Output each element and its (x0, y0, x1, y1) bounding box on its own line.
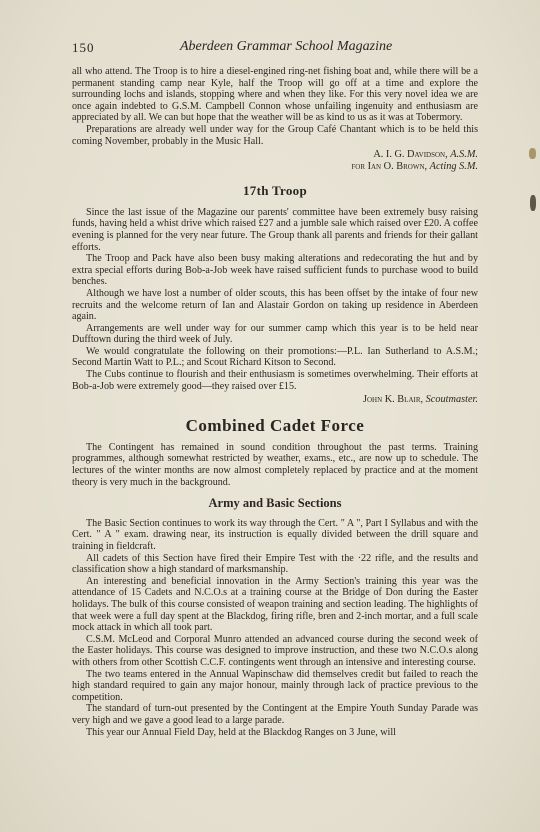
signature-name: John K. Blair, (362, 394, 424, 406)
section-heading-army: Army and Basic Sections (208, 496, 342, 511)
text-column (72, 66, 478, 738)
signature-name: A. I. G. Davidson, (373, 149, 448, 161)
paragraph: Arrangements are well under way for our summer camp which this year is to be held near Dufftown during the third week of July. (72, 322, 478, 346)
paragraph: The Basic Section continues to work its way through the Cert. " A ", Part I Syllabus and with the Cert. " A " exam. drawing near, its instruction is equally divided between the drill square and training in fieldcraft. (72, 517, 478, 552)
paper-stain-mark (530, 195, 536, 211)
paragraph: The standard of turn-out presented by the Contingent at the Empire Youth Sunday Parade was very high and we gave a good lead to a large parade. (72, 703, 478, 726)
running-title: Aberdeen Grammar School Magazine (180, 39, 393, 54)
paragraph: All cadets of this Section have fired their Empire Test with the ·22 rifle, and the results and classification show a high standard of marksmanship. (72, 552, 478, 576)
signature-line (72, 149, 478, 161)
page-number: 150 (72, 40, 95, 55)
signature-title: A.S.M. (450, 149, 478, 161)
paragraph: The two teams entered in the Annual Wapinschaw did themselves credit but failed to reach the high standard required to gain any major honour, mainly through lack of practice previous to the competition. (72, 668, 478, 703)
paragraph: all who attend. The Troop is to hire a diesel-engined ring-net fishing boat and, while there will be a permanent standing camp near Kyle, half the Troop will go off at a time and explore the surrounding lochs and islands, stopping where and when they like. For this very novel idea we are once again indebted to G.S.M. Campbell Connon whose unfailing ingenuity and enthusiasm are appreciated by all. We can but hope that the weather will be as kind to us as it was at Tobermory. (72, 66, 478, 124)
paragraph: We would congratulate the following on their promotions:—P.L. Ian Sutherland to A.S.M.; Second Martin Watt to P.L.; and Scout Richard Kitson to Second. (72, 345, 478, 369)
paragraph: C.S.M. McLeod and Corporal Munro attended an advanced course during the second week of the Easter holidays. This course was designed to improve instruction, and these two N.C.O.s along with others from other Scottish C.C.F. contingents went through an intensive and interesting course. (72, 633, 478, 668)
paragraph: The Contingent has remained in sound condition throughout the past terms. Training programmes, although somewhat restricted by weather, exams., etc., are now up to schedule. The lectures of the winter months are now almost completely replaced by practice and at the moment theory is very much in the background. (72, 441, 478, 488)
section-heading-17th-troop: 17th Troop (242, 183, 308, 199)
section-heading-ccf: Combined Cadet Force (185, 416, 365, 436)
paper-stain-mark (529, 148, 536, 159)
signature-line (72, 161, 478, 173)
signature-block (72, 394, 478, 406)
paragraph: Since the last issue of the Magazine our parents' committee have been extremely busy raising funds, having held a whist drive which raised £27 and a jumble sale which raised over £20. A coffee evening is planned for the very near future. The Group thank all parents and friends for their gallant efforts. (72, 206, 478, 253)
paragraph: The Cubs continue to flourish and their enthusiasm is sometimes overwhelming. Their efforts at Bob-a-Job were extremely good—they raised over £15. (72, 369, 478, 392)
paragraph: The Troop and Pack have also been busy making alterations and redecorating the hut and by extra special efforts during Bob-a-Job week have raised sufficient funds to purchase wood to build benches. (72, 253, 478, 288)
paragraph: This year our Annual Field Day, held at the Blackdog Ranges on 3 June, will (86, 726, 396, 738)
signature-title: Scoutmaster. (425, 394, 478, 406)
signature-title: Acting S.M. (429, 161, 478, 173)
paragraph: Although we have lost a number of older scouts, this has been offset by the intake of four new recruits and the welcome return of Ian and Alastair Gordon on taking up residence in Aberdeen again. (72, 287, 478, 323)
paragraph: Preparations are already well under way for the Group Café Chantant which is to be held this coming November, probably in the Music Hall. (72, 123, 478, 147)
signature-block (72, 149, 478, 173)
paragraph: An interesting and beneficial innovation in the Army Section's training this year was the attendance of 15 Cadets and N.C.O.s at a training course at the Bridge of Don during the Easter holidays. The bulk of this course consisted of weapon training and section leading. The highlights of that week were a full day spent at the Blackdog, firing rifle, bren and 2-inch mortar, and a full scale mock attack in which all took part. (72, 575, 478, 634)
signature-name: for Ian O. Brown, (351, 161, 428, 173)
page-header (72, 40, 472, 56)
